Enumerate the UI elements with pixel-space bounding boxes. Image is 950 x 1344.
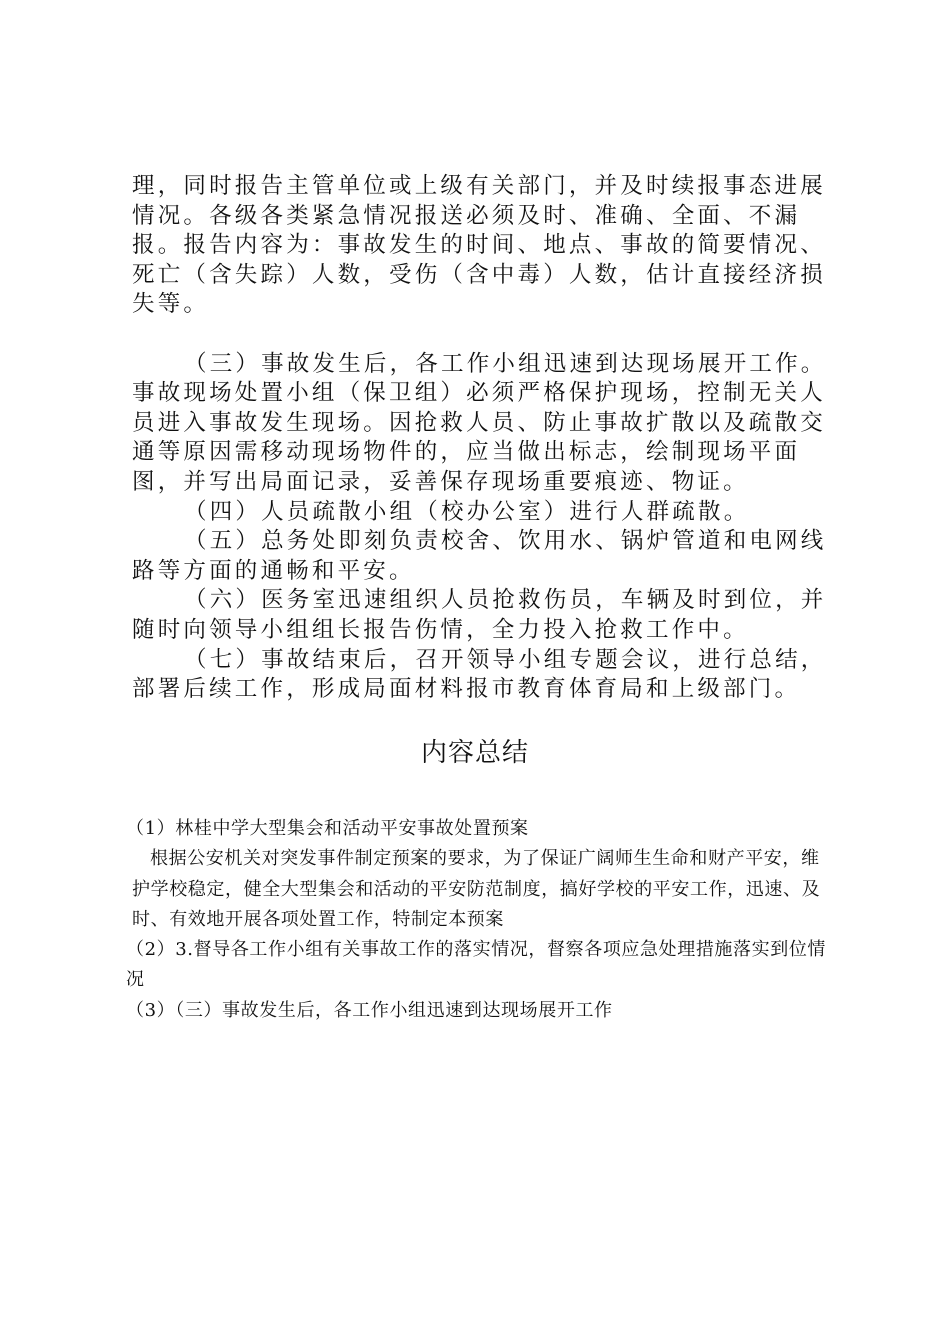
summary-item-1-title: （1）林桂中学大型集会和活动平安事故处置预案 [126,818,529,839]
paragraph-report-content: 理，同时报告主管单位或上级有关部门，并及时续报事态进展情况。各级各类紧急情况报送必须及时、准确、全面、不漏报。报告内容为：事故发生的时间、地点、事故的简要情况、死亡（含失踪）人数，受伤（含中毒）人数，估计直接经济损失等。 [132,173,826,318]
paragraph-four-evacuation: （四）人员疏散小组（校办公室）进行人群疏散。 [184,498,750,525]
summary-item-3: （3）（三）事故发生后，各工作小组迅速到达现场展开工作 [126,999,613,1021]
paragraph-seven-conclusion: （七）事故结束后，召开领导小组专题会议，进行总结，部署后续工作，形成局面材料报市教育体育局和上级部门。 [132,646,827,703]
summary-item-1-body: 根据公安机关对突发事件制定预案的要求，为了保证广阔师生生命和财产平安，维护学校稳定，健全大型集会和活动的平安防范制度，搞好学校的平安工作，迅速、及时、有效地开展各项处置工作，特制定本预案 [132,848,821,930]
summary-item-2: （2）3.督导各工作小组有关事故工作的落实情况，督察各项应急处理措施落实到位情况 [126,939,827,991]
summary-heading: 内容总结 [420,738,529,768]
paragraph-six-medical: （六）医务室迅速组织人员抢救伤员，车辆及时到位，并随时向领导小组组长报告伤情，全力投入抢救工作中。 [132,587,827,643]
document-body [132,172,838,705]
paragraph-three-scene-work: （三）事故发生后，各工作小组迅速到达现场展开工作。事故现场处置小组（保卫组）必须严格保护现场，控制无关人员进入事故发生现场。因抢救人员、防止事故扩散以及疏散交通等原因需移动现场物件的，应当做出标志，绘制现场平面图，并写出局面记录，妥善保存现场重要痕迹、物证。 [132,350,827,495]
summary-section [126,814,832,1026]
paragraph-five-general-affairs: （五）总务处即刻负责校舍、饮用水、锅炉管道和电网线路等方面的通畅和平安。 [132,528,827,584]
